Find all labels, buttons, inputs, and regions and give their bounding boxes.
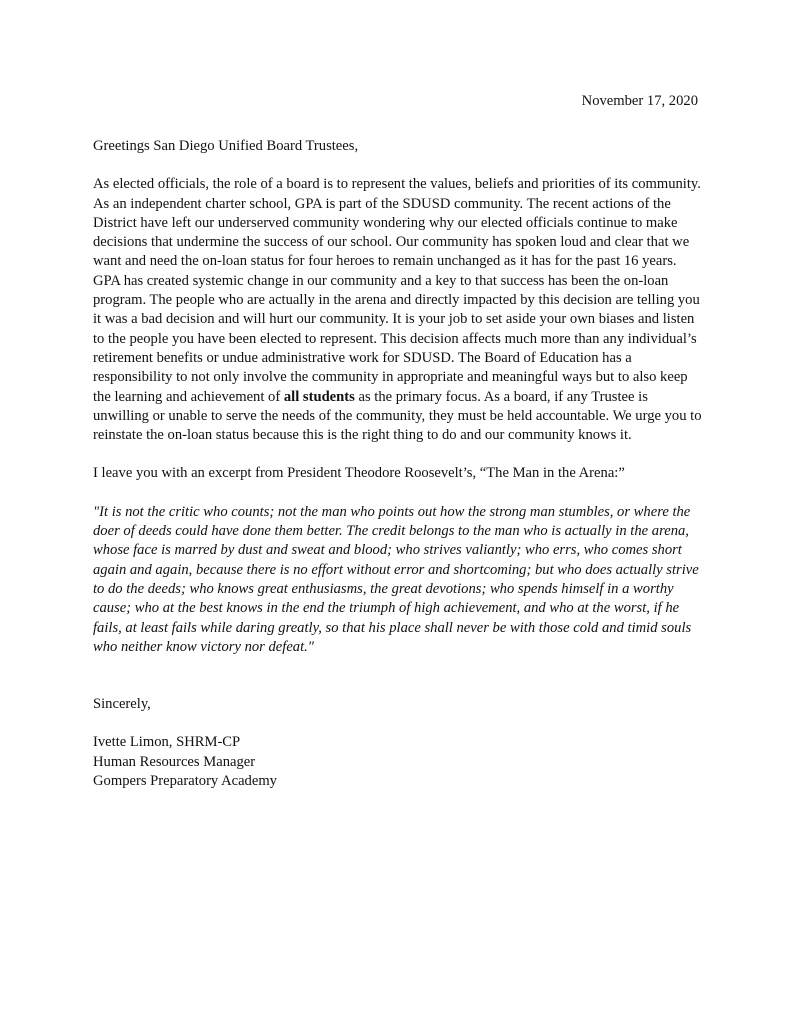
letter-date: November 17, 2020 [581, 93, 698, 109]
all-students-emphasis: all students [283, 388, 355, 405]
main-paragraph-text-1: As elected officials, the role of a board is to represent the values, beliefs and priorities of its community. As an independent charter school, GPA is part of the SDUSD community. The recent actions of the District have left our underserved community wondering why our elected officials continue to make decisions that undermine the success of our school. Our community has spoken loud and clear that we want and need the on-loan status for four heroes to remain unchanged as it has for the past 16 years. GPA has created systemic change in our community and a key to that success has been the on-loan program. The people who are actually in the arena and directly impacted by this decision are telling you it was a bad decision and will hurt our community. It is your job to set aside your own biases and listen to the people you have been elected to represent. This decision affects much more than any individual’s retirement benefits or undue administrative work for SDUSD. The Board of Education has a responsibility to not only involve the community in appropriate and meaningful ways but to also keep the learning and achievement of [93, 176, 701, 405]
signature-block [93, 733, 703, 791]
main-paragraph [93, 175, 703, 445]
signature-organization: Gompers Preparatory Academy [93, 773, 277, 790]
closing: Sincerely, [93, 696, 151, 713]
signature-title: Human Resources Manager [93, 753, 256, 770]
signature-name: Ivette Limon, SHRM-CP [93, 734, 241, 751]
greeting: Greetings San Diego Unified Board Trustees, [93, 138, 359, 154]
quote-intro: I leave you with an excerpt from President Theodore Roosevelt’s, “The Man in the Arena:” [93, 465, 625, 482]
main-paragraph-text-2: as the primary focus. As a board, if any Trustee is unwilling or unable to serve the needs of the community, they must be held accountable. We urge you to reinstate the on-loan status because this is the right thing to do and our community knows it. [93, 388, 702, 444]
letter-body [93, 137, 703, 791]
roosevelt-quote: "It is not the critic who counts; not the man who points out how the strong man stumbles, or where the doer of deeds could have done them better. The credit belongs to the man who is actually in the arena, whose face is marred by dust and sweat and blood; who strives valiantly; who errs, who comes short again and again, because there is no effort without error and shortcoming; but who does actually strive to do the deeds; who knows great enthusiasms, the great devotions; who spends himself in a worthy cause; who at the best knows in the end the triumph of high achievement, and who at the worst, if he fails, at least fails while daring greatly, so that his place shall never be with those cold and timid souls who neither know victory nor defeat." [93, 503, 699, 655]
